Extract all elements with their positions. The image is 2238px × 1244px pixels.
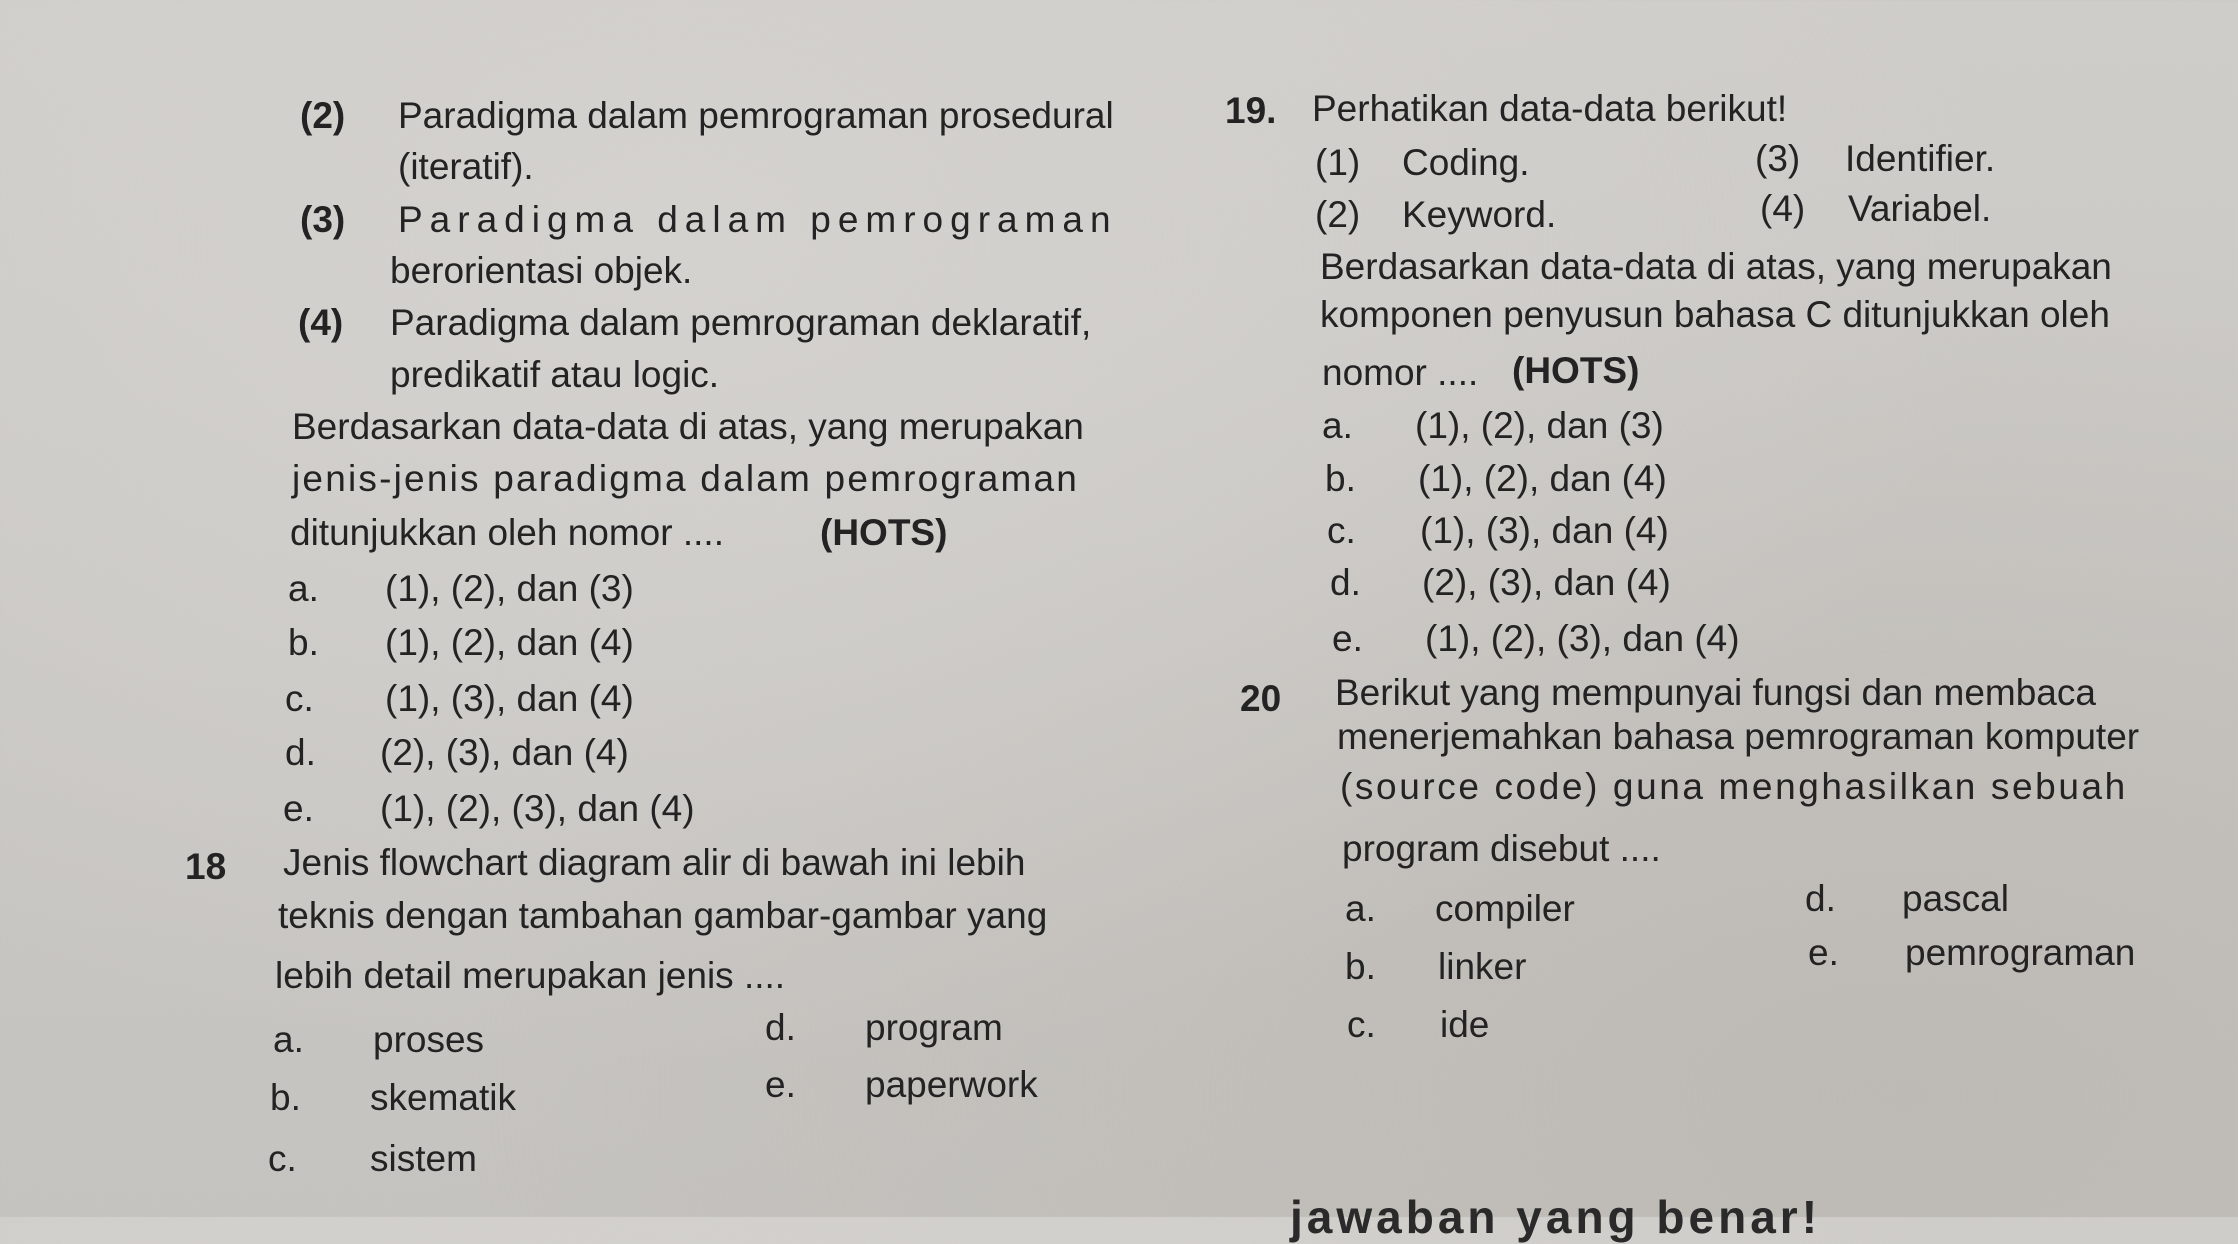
question-text: (source code) guna menghasilkan sebuah [1340,766,2128,807]
option-text: (1), (2), dan (4) [385,622,634,663]
option-letter: a. [1345,888,1376,929]
option-letter: b. [1345,946,1376,987]
item-text: Paradigma dalam pemrograman prosedural [398,95,1114,136]
option-letter: d. [285,732,316,773]
question-number: 18 [185,846,227,887]
question-title: Perhatikan data-data berikut! [1312,88,1788,129]
option-letter: b. [288,622,319,663]
item-text: (iteratif). [398,146,534,187]
item-text: Keyword. [1402,194,1557,235]
option-text: (1), (2), dan (3) [1415,405,1664,446]
question-prompt: Berdasarkan data-data di atas, yang merupakan [292,406,1084,447]
option-text: pascal [1902,878,2009,919]
option-text: (1), (2), (3), dan (4) [380,788,695,829]
question-prompt: komponen penyusun bahasa C ditunjukkan oleh [1320,294,2110,335]
item-text: predikatif atau logic. [390,354,720,395]
option-letter: e. [283,788,314,829]
option-letter: d. [1330,562,1361,603]
option-text: sistem [370,1138,477,1179]
option-letter: c. [1347,1004,1376,1045]
option-letter: b. [270,1077,301,1118]
option-letter: c. [1327,510,1356,551]
option-letter: b. [1325,458,1356,499]
option-letter: a. [1322,405,1353,446]
question-text: teknis dengan tambahan gambar-gambar yang [278,895,1048,936]
question-text: lebih detail merupakan jenis .... [275,955,786,996]
option-text: (1), (2), dan (4) [1418,458,1667,499]
option-text: (2), (3), dan (4) [1422,562,1671,603]
item-text: Paradigma dalam pemrograman deklaratif, [390,302,1092,343]
option-letter: a. [273,1019,304,1060]
question-number: 20 [1240,678,1282,719]
option-text: linker [1438,946,1527,987]
hots-tag: (HOTS) [1512,350,1640,391]
question-prompt: ditunjukkan oleh nomor .... [290,512,724,553]
hots-tag: (HOTS) [820,512,948,553]
option-text: (1), (2), dan (3) [385,568,634,609]
option-text: compiler [1435,888,1575,929]
item-number: (2) [1315,194,1361,235]
option-text: (2), (3), dan (4) [380,732,629,773]
question-text: Berikut yang mempunyai fungsi dan membaca [1335,672,2096,713]
option-letter: a. [288,568,319,609]
item-text: berorientasi objek. [390,250,693,291]
question-prompt: nomor .... [1322,352,1479,393]
option-letter: c. [285,678,314,719]
item-number: (4) [1760,188,1806,229]
item-number: (3) [1755,138,1801,179]
item-text: Identifier. [1845,138,1996,179]
question-number: 19. [1225,90,1277,131]
option-text: (1), (3), dan (4) [1420,510,1669,551]
option-text: proses [373,1019,485,1060]
option-text: skematik [370,1077,516,1118]
option-letter: d. [765,1007,796,1048]
item-number: (1) [1315,142,1361,183]
option-letter: d. [1805,878,1836,919]
option-text: paperwork [865,1064,1038,1105]
item-number: (4) [298,302,344,343]
option-text: (1), (3), dan (4) [385,678,634,719]
question-prompt: Berdasarkan data-data di atas, yang merupakan [1320,246,2112,287]
question-text: Jenis flowchart diagram alir di bawah ini lebih [283,842,1026,883]
option-letter: e. [1808,932,1839,973]
option-text: ide [1440,1004,1490,1045]
option-letter: e. [1332,618,1363,659]
item-text: Coding. [1402,142,1530,183]
item-text: Variabel. [1848,188,1992,229]
question-text: menerjemahkan bahasa pemrograman komputer [1337,716,2140,757]
option-letter: c. [268,1138,297,1179]
item-number: (2) [300,95,346,136]
footer-instruction-fragment: jawaban yang benar! [1290,1191,1822,1243]
item-number: (3) [300,199,346,240]
option-text: pemrograman [1905,932,2136,973]
option-letter: e. [765,1064,796,1105]
question-text: program disebut .... [1342,828,1661,869]
option-text: (1), (2), (3), dan (4) [1425,618,1740,659]
item-text: Paradigma dalam pemrograman [398,199,1118,240]
question-prompt: jenis-jenis paradigma dalam pemrograman [292,458,1080,499]
option-text: program [865,1007,1003,1048]
